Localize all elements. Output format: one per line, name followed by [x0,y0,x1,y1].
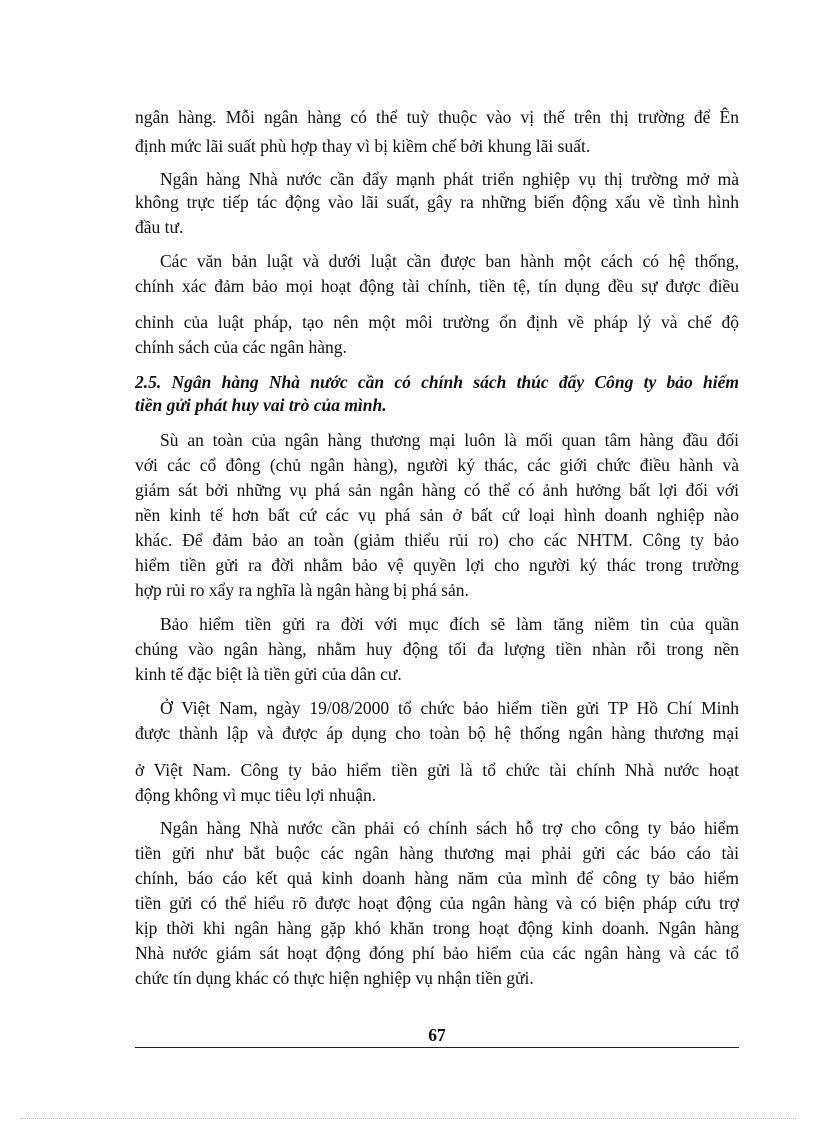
body-text-line: Ở Việt Nam, ngày 19/08/2000 tổ chức bảo hiểm tiền gửi TP Hồ Chí Minh [160,698,739,718]
body-text-line: được thành lập và được áp dụng cho toàn bộ hệ thống ngân hàng thương mại [135,723,739,743]
body-text-line: Nhà nước giám sát hoạt động đóng phí bảo hiểm của các ngân hàng và các tổ [135,943,739,963]
body-text-line: kịp thời khi ngân hàng gặp khó khăn trong hoạt động kinh doanh. Ngân hàng [135,918,739,938]
section-heading: tiền gửi phát huy vai trò của mình. [135,395,387,415]
body-text-line: ngân hàng. Mỗi ngân hàng có thể tuỳ thuộc vào vị thế trên thị trường để Ên [135,107,739,127]
page-bottom-border [20,1118,796,1119]
body-text-line: chỉnh của luật pháp, tạo nên một môi trường ổn định về pháp lý và chế độ [135,312,739,332]
body-text-line: tiền gửi như bắt buộc các ngân hàng thương mại phải gửi các báo cáo tài [135,843,739,863]
body-text-line: động không vì mục tiêu lợi nhuận. [135,785,377,805]
body-text-line: hiểm tiền gửi ra đời nhằm bảo vệ quyền lợi cho người ký thác trong trường [135,555,739,575]
footer-rule [135,1047,739,1048]
body-text-line: Sù an toàn của ngân hàng thương mại luôn là mối quan tâm hàng đầu đối [160,430,739,450]
body-text-line: chính, báo cáo kết quả kinh doanh hàng năm của mình để công ty bảo hiểm [135,868,739,888]
body-text-line: Ngân hàng Nhà nước cần đẩy mạnh phát triển nghiệp vụ thị trường mở mà [160,169,739,189]
body-text-line: nền kinh tế hơn bất cứ các vụ phá sản ở bất cứ loại hình doanh nghiệp nào [135,505,739,525]
body-text-line: hợp rủi ro xẩy ra nghĩa là ngân hàng bị phá sản. [135,580,469,600]
body-text-line: Các văn bản luật và dưới luật cần được ban hành một cách có hệ thống, [160,251,739,271]
body-text-line: không trực tiếp tác động vào lãi suất, gây ra những biến động xấu về tình hình [135,192,739,212]
body-text-line: khác. Để đảm bảo an toàn (giảm thiểu rủi ro) cho các NHTM. Công ty bảo [135,530,739,550]
body-text-line: tiền gửi có thể hiểu rõ được hoạt động của ngân hàng và có biện pháp cứu trợ [135,893,739,913]
body-text-line: giám sát bởi những vụ phá sản ngân hàng có thể có ảnh hưởng bất lợi đối với [135,480,739,500]
body-text-line: định mức lãi suất phù hợp thay vì bị kiềm chế bởi khung lãi suất. [135,136,591,156]
body-text-line: kinh tế đặc biệt là tiền gửi của dân cư. [135,664,402,684]
body-text-line: với các cổ đông (chủ ngân hàng), người ký thác, các giới chức điều hành và [135,455,739,475]
section-heading: 2.5. Ngân hàng Nhà nước cần có chính sách thúc đẩy Công ty bảo hiểm [135,372,739,392]
body-text-line: Bảo hiểm tiền gửi ra đời với mục đích sẽ làm tăng niềm tin của quần [160,614,739,634]
body-text-line: đầu tư. [135,217,184,237]
body-text-line: Ngân hàng Nhà nước cần phải có chính sách hỗ trợ cho công ty bảo hiểm [160,818,739,838]
body-text-line: ở Việt Nam. Công ty bảo hiểm tiền gửi là tổ chức tài chính Nhà nước hoạt [135,760,739,780]
body-text-line: chính sách của các ngân hàng. [135,337,347,357]
page-number: 67 [428,1025,446,1045]
body-text-line: chính xác đảm bảo mọi hoạt động tài chính, tiền tệ, tín dụng đều sự được điều [135,276,739,296]
body-text-line: chức tín dụng khác có thực hiện nghiệp vụ nhận tiền gửi. [135,968,534,988]
body-text-line: chúng vào ngân hàng, nhằm huy động tối đa lượng tiền nhàn rỗi trong nền [135,639,739,659]
